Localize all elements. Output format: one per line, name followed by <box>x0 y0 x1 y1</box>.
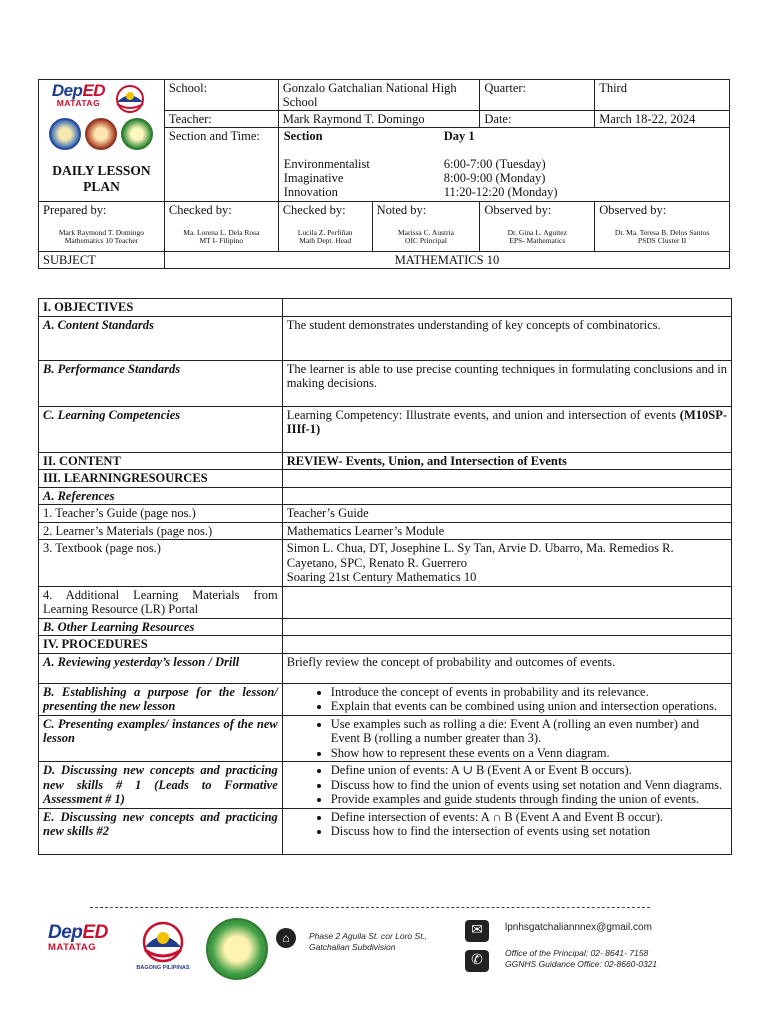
procedure-a-value: Briefly review the concept of probability and outcomes of events. <box>282 653 731 683</box>
footer-deped-logo <box>48 922 108 953</box>
signatory-cell <box>39 202 165 252</box>
section-label: Section and Time: <box>164 128 278 202</box>
teachers-guide-value: Teacher’s Guide <box>282 505 731 523</box>
textbook-value <box>282 540 731 587</box>
header-table <box>38 79 730 269</box>
home-icon: ⌂ <box>276 928 296 948</box>
list-item: • Define union of events: A ∪ B (Event A or Event B occurs). <box>331 763 727 778</box>
logo-cell <box>39 80 165 202</box>
empty-cell <box>282 636 731 654</box>
list-item: • Explain that events can be combined using union and intersection operations. <box>331 699 727 714</box>
textbook-label: 3. Textbook (page nos.) <box>39 540 283 587</box>
matatag-logo: MATATAG <box>48 942 97 953</box>
section-name: Innovation <box>283 185 338 199</box>
document-title: DAILY LESSON PLAN <box>52 163 151 194</box>
procedures-heading: IV. PROCEDURES <box>39 636 283 654</box>
learning-competencies-value <box>282 406 731 452</box>
content-heading: II. CONTENT <box>39 452 283 470</box>
teacher-value: Mark Raymond T. Domingo <box>278 111 480 128</box>
quarter-value: Third <box>595 80 730 111</box>
objectives-heading: I. OBJECTIVES <box>39 299 283 317</box>
subject-value: MATHEMATICS 10 <box>164 252 729 269</box>
address-line: Phase 2 Aguila St. cor Loro St., <box>309 931 428 941</box>
learning-competencies-label: C. Learning Competencies <box>39 406 283 452</box>
signatory-role: Observed by: <box>599 203 667 217</box>
signatory-role: Noted by: <box>376 203 427 217</box>
content-standards-value: The student demonstrates understanding of key concepts of combinatorics. <box>282 316 731 360</box>
empty-cell <box>282 487 731 505</box>
school-seal-icon <box>121 118 153 150</box>
school-seal-icon <box>206 918 268 980</box>
school-value: Gonzalo Gatchalian National High School <box>278 80 480 111</box>
empty-cell <box>282 618 731 636</box>
list-item: • Discuss how to find the union of events using set notation and Venn diagrams. <box>331 778 727 793</box>
content-value: REVIEW- Events, Union, and Intersection of Events <box>282 452 731 470</box>
procedure-d-label: D. Discussing new concepts and practicing new skills # 1 (Leads to Formative Assessment # 1) <box>39 762 283 809</box>
performance-standards-label: B. Performance Standards <box>39 360 283 406</box>
signatory-name: Marissa C. Austria <box>397 228 454 237</box>
signatory-name: Dr. Gina L. Aguitez <box>507 228 567 237</box>
section-name: Imaginative <box>283 171 344 185</box>
other-resources-label: B. Other Learning Resources <box>39 618 283 636</box>
signatory-name: Ma. Lorena L. Dela Rosa <box>183 228 260 237</box>
signatory-cell <box>595 202 730 252</box>
lesson-plan-table <box>38 298 732 855</box>
division-seal-icon <box>85 118 117 150</box>
date-label: Date: <box>480 111 595 128</box>
signatory-role: Prepared by: <box>43 203 107 217</box>
section-time: 11:20-12:20 (Monday) <box>443 185 558 199</box>
textbook-title: Soaring 21st Century Mathematics 10 <box>286 570 477 584</box>
references-label: A. References <box>39 487 283 505</box>
teacher-label: Teacher: <box>164 111 278 128</box>
matatag-logo: MATATAG <box>56 98 101 108</box>
footer-address <box>309 931 427 953</box>
signatory-title: Mathematics 10 Teacher <box>64 236 139 245</box>
list-item: • Use examples such as rolling a die: Event A (rolling an even number) and Event B (rolling a number greater than 3). <box>331 717 727 746</box>
quarter-label: Quarter: <box>480 80 595 111</box>
signatory-cell <box>480 202 595 252</box>
section-heading: Section <box>283 129 323 143</box>
day-heading: Day 1 <box>443 129 475 143</box>
date-value: March 18-22, 2024 <box>595 111 730 128</box>
signatory-name: Lucila Z. Perfiñan <box>297 228 353 237</box>
procedure-e-label: E. Discussing new concepts and practicing new skills #2 <box>39 808 283 854</box>
bagong-pilipinas-logo <box>109 84 151 114</box>
signatory-cell <box>278 202 372 252</box>
procedure-d-list <box>282 762 731 809</box>
competency-code: (M10SP-IIIf-1) <box>286 407 728 436</box>
signatory-title: Math Dept. Head <box>299 236 352 245</box>
empty-cell <box>282 299 731 317</box>
list-item: • Provide examples and guide students through finding the union of events. <box>331 792 727 807</box>
procedure-c-list <box>282 715 731 762</box>
signatory-role: Observed by: <box>484 203 552 217</box>
footer-phone <box>505 948 657 970</box>
list-item: • Show how to represent these events on a Venn diagram. <box>331 746 727 761</box>
signatory-title: MT I- Filipino <box>199 236 244 245</box>
section-name: Environmentalist <box>283 157 370 171</box>
deped-logo: DepED <box>48 922 108 943</box>
signatory-title: EPS- Mathematics <box>509 236 566 245</box>
email-icon: ✉ <box>465 920 489 942</box>
deped-seal-icon <box>49 118 81 150</box>
lr-portal-label: 4. Additional Learning Materials from Learning Resource (LR) Portal <box>39 586 283 618</box>
section-time: 6:00-7:00 (Tuesday) <box>443 157 546 171</box>
address-line: Gatchalian Subdivision <box>309 942 396 952</box>
subject-label: SUBJECT <box>39 252 165 269</box>
procedure-c-label: C. Presenting examples/ instances of the new lesson <box>39 715 283 762</box>
performance-standards-value: The learner is able to use precise counting techniques in formulating conclusions and in making decisions. <box>282 360 731 406</box>
procedure-e-list <box>282 808 731 854</box>
list-item: • Define intersection of events: A ∩ B (Event A and Event B occur). <box>331 810 727 825</box>
school-label: School: <box>164 80 278 111</box>
phone-line: Office of the Principal: 02- 8641- 7158 <box>505 948 649 958</box>
phone-line: GGNHS Guidance Office: 02-8660-0321 <box>505 959 658 969</box>
section-time: 8:00-9:00 (Monday) <box>443 171 546 185</box>
signatory-title: PSDS Cluster II <box>637 236 687 245</box>
bagong-pilipinas-logo <box>134 920 192 970</box>
signatory-cell <box>164 202 278 252</box>
teachers-guide-label: 1. Teacher’s Guide (page nos.) <box>39 505 283 523</box>
signatory-name: Dr. Ma. Teresa B. Delos Santos <box>614 228 710 237</box>
procedure-b-label: B. Establishing a purpose for the lesson/ presenting the new lesson <box>39 683 283 715</box>
resources-heading: III. LEARNINGRESOURCES <box>39 470 283 488</box>
learners-materials-value: Mathematics Learner’s Module <box>282 522 731 540</box>
learners-materials-label: 2. Learner’s Materials (page nos.) <box>39 522 283 540</box>
competency-text: Learning Competency: Illustrate events, and union and intersection of events <box>286 407 677 422</box>
signatory-role: Checked by: <box>282 203 346 217</box>
empty-cell <box>282 470 731 488</box>
footer-divider <box>90 907 650 908</box>
signatory-name: Mark Raymond T. Domingo <box>58 228 145 237</box>
list-item: • Introduce the concept of events in probability and its relevance. <box>331 685 727 700</box>
procedure-b-list <box>282 683 731 715</box>
procedure-a-label: A. Reviewing yesterday’s lesson / Drill <box>39 653 283 683</box>
signatory-cell <box>372 202 480 252</box>
phone-icon: ✆ <box>465 950 489 972</box>
footer-email: lpnhsgatchaliannnex@gmail.com <box>505 922 652 933</box>
signatory-role: Checked by: <box>168 203 232 217</box>
content-standards-label: A. Content Standards <box>39 316 283 360</box>
signatory-title: OIC Principal <box>405 236 447 245</box>
empty-cell <box>282 586 731 618</box>
list-item: • Discuss how to find the intersection of events using set notation <box>331 824 727 839</box>
svg-text:BAGONG PILIPINAS: BAGONG PILIPINAS <box>136 965 190 970</box>
textbook-authors: Simon L. Chua, DT, Josephine L. Sy Tan, Arvie D. Ubarro, Ma. Remedios R. Cayetano, SPC, Renato R. Guerrero <box>286 541 674 570</box>
section-schedule <box>278 128 729 202</box>
deped-logo: DepED <box>51 81 106 100</box>
